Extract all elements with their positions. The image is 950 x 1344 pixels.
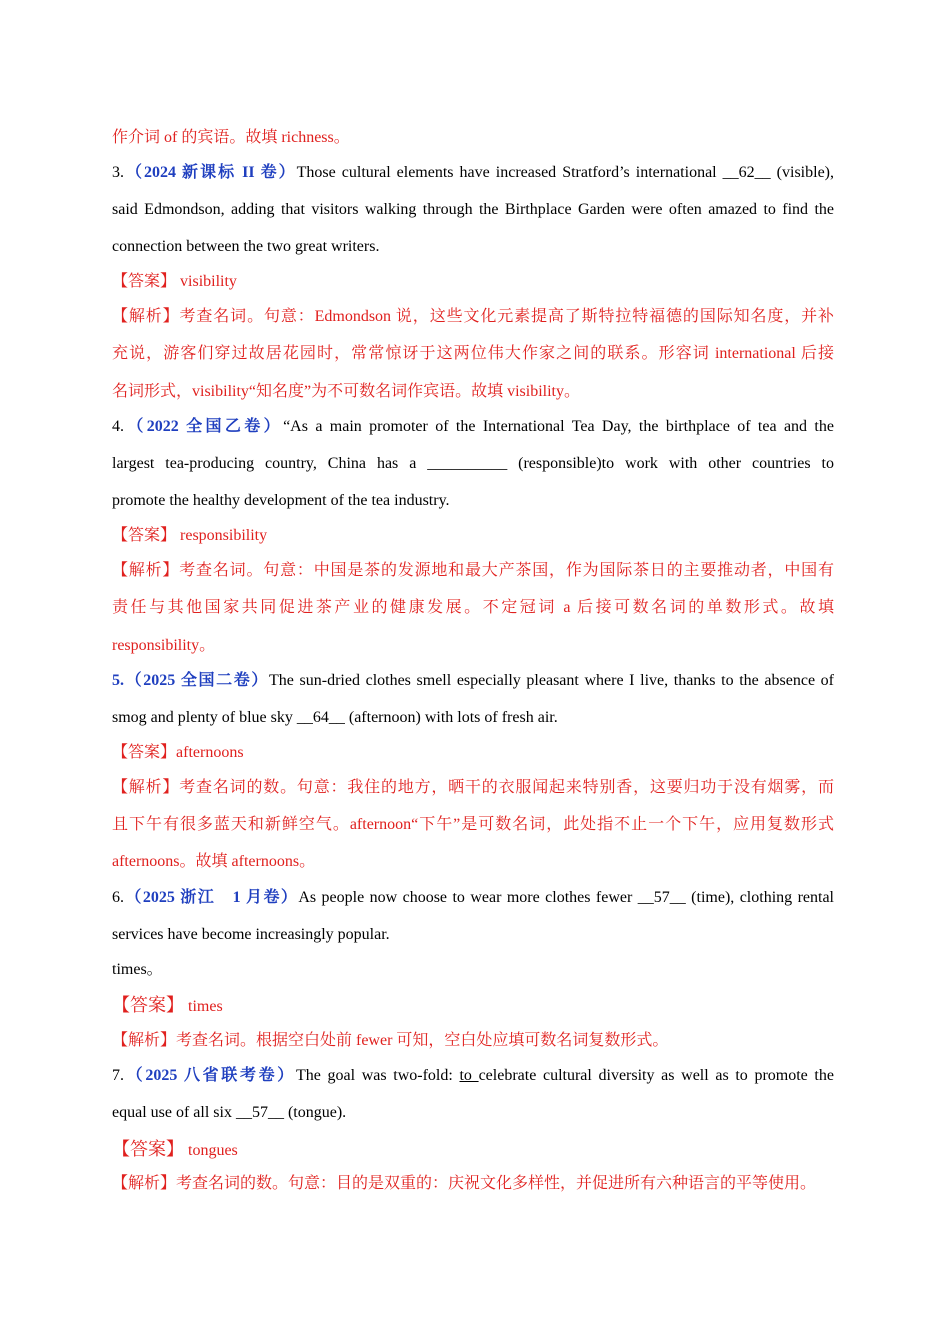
answer-value: tongues: [184, 1142, 238, 1159]
q6-source: （2025 浙江 1 月卷）: [124, 889, 299, 906]
q4-line-3: promote the healthy development of the tea industry.: [112, 492, 450, 509]
q7-answer: [112, 1139, 834, 1161]
answer-value: responsibility: [176, 527, 268, 544]
q5-text-2a: smog and plenty of blue sky: [112, 709, 297, 726]
answer-value: afternoons: [176, 744, 244, 761]
q4-source: （2022 全国乙卷）: [124, 418, 284, 435]
q6-answer: [112, 995, 834, 1017]
q6-line-3: times。: [112, 961, 163, 978]
q4-analysis-1: 【解析】考查名词。句意：中国是茶的发源地和最大产茶国，作为国际茶日的主要推动者，中国有: [112, 562, 834, 579]
q4-analysis-2: 责任与其他国家共同促进茶产业的健康发展。不定冠词 a 后接可数名词的单数形式。故填: [112, 599, 834, 616]
q5-source: （2025 全国二卷）: [124, 672, 270, 689]
q7-number: 7.: [112, 1067, 124, 1084]
q5-text-2b: (afternoon) with lots of fresh air.: [344, 709, 558, 726]
q5-line-1: [112, 671, 834, 691]
answer-label: 【答案】: [112, 744, 177, 761]
q3-text-1: Those cultural elements have increased Stratford’s international: [296, 164, 723, 181]
answer-label: 【答案】: [112, 995, 184, 1015]
q3-source: （2024 新课标 II 卷）: [124, 164, 297, 181]
q6-number: 6.: [112, 889, 124, 906]
q7-blank: __57__: [235, 1104, 284, 1121]
q6-blank: __57__: [637, 889, 686, 906]
q5-analysis-2: 且下午有很多蓝天和新鲜空气。afternoon“下午”是可数名词，此处指不止一个下午，应用复数形式: [112, 816, 834, 833]
q5-line-2: [112, 708, 834, 728]
q3-analysis-2: 充说，游客们穿过故居花园时，常常惊讶于这两位伟大作家之间的联系。形容词 international 后接: [112, 345, 834, 362]
q3-answer: [112, 272, 834, 292]
q2-analysis-tail: 作介词 of 的宾语。故填 richness。: [112, 129, 350, 146]
q6-line-1: [112, 888, 834, 908]
answer-value: visibility: [176, 273, 237, 290]
q7-line-2: [112, 1103, 834, 1123]
q3-line-1: [112, 163, 834, 183]
q7-text-2b: (tongue).: [283, 1104, 347, 1121]
q3-line-3: connection between the two great writers.: [112, 238, 380, 255]
q7-analysis-1: 【解析】考查名词的数。句意：目的是双重的：庆祝文化多样性，并促进所有六种语言的平等使用。: [112, 1175, 817, 1192]
q7-line-1: [112, 1066, 834, 1086]
answer-label: 【答案】: [112, 1139, 184, 1159]
q4-text-1: “As a main promoter of the International Tea Day, the birthplace of tea and the: [283, 418, 834, 435]
q3-number: 3.: [112, 164, 124, 181]
q7-source: （2025 八省联考卷）: [124, 1067, 296, 1084]
q6-text-1: As people now choose to wear more clothes fewer: [298, 889, 638, 906]
q3-line-2: said Edmondson, adding that visitors walking through the Birthplace Garden were often amazed to find the: [112, 201, 834, 218]
q7-text-1: The goal was two-fold:: [295, 1067, 460, 1084]
q7-to: to: [459, 1067, 479, 1084]
q5-text-1: The sun-dried clothes smell especially pleasant where I live, thanks to the absence of: [269, 672, 834, 689]
q6-analysis-1: 【解析】考查名词。根据空白处前 fewer 可知，空白处应填可数名词复数形式。: [112, 1032, 669, 1049]
q5-number: 5.: [112, 672, 124, 689]
q5-blank: __64__: [296, 709, 345, 726]
q5-analysis-3: afternoons。故填 afternoons。: [112, 853, 316, 870]
q6-text-2: (time), clothing rental: [685, 889, 834, 906]
q4-analysis-3: responsibility。: [112, 637, 216, 654]
q5-analysis-1: 【解析】考查名词的数。句意：我住的地方，晒干的衣服闻起来特别香，这要归功于没有烟雾，而: [112, 779, 834, 796]
q4-answer: [112, 526, 834, 546]
q5-answer: [112, 743, 834, 763]
q4-number: 4.: [112, 418, 124, 435]
q7-text-2: celebrate cultural diversity as well as to promote the: [478, 1067, 834, 1084]
q3-text-2: (visible),: [770, 164, 834, 181]
q3-analysis-1: 【解析】考查名词。句意：Edmondson 说，这些文化元素提高了斯特拉特福德的国际知名度，并补: [112, 308, 834, 325]
q4-line-2: largest tea-producing country, China has a __________ (responsible)to work with other countries to: [112, 455, 834, 472]
q3-analysis-3: 名词形式，visibility“知名度”为不可数名词作宾语。故填 visibility。: [112, 383, 581, 400]
answer-value: times: [184, 998, 223, 1015]
answer-label: 【答案】: [112, 527, 177, 544]
q6-line-2: services have become increasingly popular.: [112, 926, 390, 943]
q3-blank: __62__: [722, 164, 771, 181]
answer-label: 【答案】: [112, 273, 177, 290]
q7-text-2a: equal use of all six: [112, 1104, 236, 1121]
q4-line-1: [112, 417, 834, 437]
